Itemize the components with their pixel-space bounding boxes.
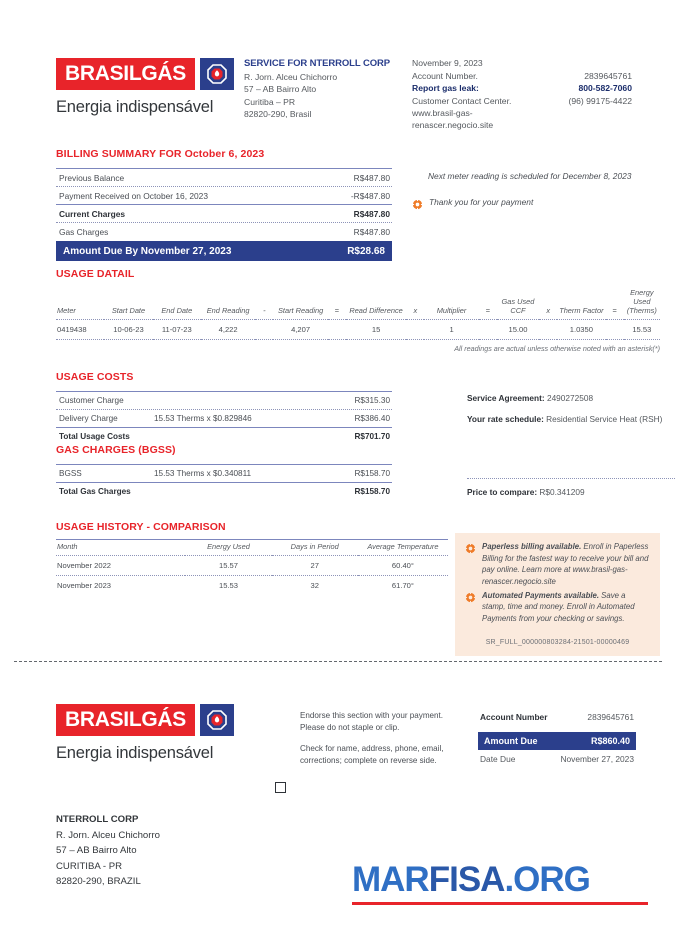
promo-automated-body: Save a stamp, time and money. Enroll in Automated Payments from your checking or savings. <box>482 590 635 624</box>
operator-minus: - <box>263 306 266 315</box>
billing-summary-title: BILLING SUMMARY FOR October 6, 2023 <box>56 148 265 160</box>
gas-leak-label: Report gas leak: <box>412 83 479 93</box>
service-title: SERVICE FOR NTERROLL CORP <box>244 58 390 69</box>
summary-row-label: Gas Charges <box>59 226 109 237</box>
marfisa-watermark <box>352 860 590 900</box>
promo-paperless-body: Enroll in Paperless Billing for the fastest way to receive your bill and pay online. Learn more at www.brasil-gas-renascer.negocio.site <box>482 542 649 587</box>
octagon-flame-icon <box>200 58 234 90</box>
price-to-compare-block <box>467 478 676 498</box>
usage-costs-title: USAGE COSTS <box>56 371 134 383</box>
usage-costs-total-amount: R$701.70 <box>354 432 390 441</box>
rate-schedule-row <box>467 413 676 425</box>
watermark-part1: MAR <box>352 860 429 899</box>
cell-spacer <box>255 320 273 340</box>
cell-therm-factor: 1.0350 <box>569 325 593 334</box>
stub-account-row <box>478 710 636 724</box>
gas-leak-row <box>412 83 632 93</box>
summary-row <box>56 186 392 204</box>
summary-row-label: Current Charges <box>59 208 126 219</box>
cost-row-label: Customer Charge <box>59 396 124 405</box>
bill-date-row <box>412 58 632 68</box>
cell-start-reading: 4,207 <box>291 325 311 334</box>
amount-due-value: R$28.68 <box>347 245 385 257</box>
gas-charges-total-label: Total Gas Charges <box>59 487 131 496</box>
operator-equals-3: = <box>612 306 617 315</box>
col-energy-used: Energy Used <box>207 542 250 551</box>
cell-energy-used: 15.53 <box>632 325 652 334</box>
col-days-in-period: Days in Period <box>290 542 339 551</box>
promo-automated-bold: Automated Payments available. <box>482 590 599 600</box>
watermark-part3: .ORG <box>504 860 590 899</box>
stub-account-label: Account Number <box>480 712 548 722</box>
stub-logo-wordmark <box>56 704 195 736</box>
cost-row <box>56 464 392 482</box>
summary-row-label: Previous Balance <box>59 172 125 183</box>
gear-icon <box>412 197 423 215</box>
logo-wordmark <box>56 58 195 90</box>
summary-row-amount: R$487.80 <box>353 208 390 219</box>
col-start-reading: Start Reading <box>277 306 324 315</box>
logo-name-part2: GÁS <box>141 62 186 85</box>
gas-leak-phone: 800-582-7060 <box>578 83 632 93</box>
cell-days: 27 <box>310 561 319 570</box>
account-number-label: Account Number. <box>412 70 478 81</box>
stub-date-due-value: November 27, 2023 <box>560 754 634 764</box>
stub-instructions <box>300 710 465 768</box>
service-agreement-value: 2490272508 <box>546 393 594 403</box>
usage-costs-total-row <box>56 427 392 445</box>
bill-date: November 9, 2023 <box>412 58 483 68</box>
gas-charges-title: GAS CHARGES (BGSS) <box>56 444 176 456</box>
contact-center-label: Customer Contact Center. <box>412 95 512 106</box>
col-energy-used: Energy Used (Therms) <box>626 288 657 315</box>
service-address-line: R. Jorn. Alceu Chichorro <box>244 71 338 82</box>
cell-end-reading: 4,222 <box>218 325 238 334</box>
cell-meter: 0419438 <box>57 325 87 334</box>
usage-history-table <box>56 539 448 595</box>
promo-automated-text <box>482 590 650 625</box>
cell-end-date: 11-07-23 <box>161 325 192 334</box>
cost-row-amount: R$315.30 <box>354 396 390 405</box>
stub-logo-name-part2: GÁS <box>141 708 186 731</box>
operator-equals-2: = <box>485 306 490 315</box>
thank-you-note: Thank you for your payment <box>429 197 534 208</box>
contact-center-row <box>412 96 632 106</box>
gas-charges-total-amount: R$158.70 <box>354 487 390 496</box>
stub-brand-logo <box>56 704 236 763</box>
usage-detail-footnote: All readings are actual unless otherwise noted with an asterisk(*) <box>454 344 660 353</box>
summary-row-amount: R$487.80 <box>353 226 390 237</box>
cell-energy-used: 15.53 <box>218 581 238 590</box>
price-to-compare-value: R$0.341209 <box>539 487 585 497</box>
cell-spacer <box>539 320 557 340</box>
service-address-line: 57 – AB Bairro Alto <box>244 84 317 94</box>
stub-instruction-1: Endorse this section with your payment. Please do not staple or clip. <box>300 711 444 733</box>
cell-spacer <box>328 320 346 340</box>
gas-charges-section <box>56 444 392 500</box>
rate-schedule-value: Residential Service Heat (RSH) <box>546 414 663 425</box>
summary-row-amount: -R$487.80 <box>350 190 390 201</box>
col-meter: Meter <box>57 306 76 315</box>
usage-detail-title: USAGE DATAIL <box>56 268 135 280</box>
operator-times-2: x <box>546 306 551 315</box>
customer-address-line: CURITIBA - PR <box>56 860 123 872</box>
thank-you-note-row <box>412 196 636 215</box>
gear-icon <box>465 590 476 608</box>
stub-instruction-2: Check for name, address, phone, email, corrections; complete on reverse side. <box>300 744 444 766</box>
stub-account-value: 2839645761 <box>587 712 634 722</box>
summary-row <box>56 168 392 186</box>
watermark-underline <box>352 902 648 905</box>
stub-account-block <box>478 710 636 768</box>
cell-gas-used-ccf: 15.00 <box>508 325 528 334</box>
customer-name: NTERROLL CORP <box>56 814 139 825</box>
brand-tagline: Energia indispensável <box>56 98 214 117</box>
col-end-reading: End Reading <box>206 306 250 315</box>
cell-month: November 2023 <box>57 581 112 590</box>
meter-reading-note: Next meter reading is scheduled for December 8, 2023 <box>428 171 632 181</box>
summary-row <box>56 222 392 240</box>
service-address-block <box>244 58 404 119</box>
gas-charges-total-row <box>56 482 392 500</box>
cost-row-detail: 15.53 Therms x $0.829846 <box>154 414 252 423</box>
promo-paperless-text <box>482 541 650 588</box>
usage-detail-table <box>56 286 660 340</box>
table-row <box>56 576 448 596</box>
account-number-value: 2839645761 <box>584 70 632 81</box>
cost-row-label: Delivery Charge <box>59 414 118 423</box>
col-therm-factor: Therm Factor <box>559 306 604 315</box>
cost-row-amount: R$158.70 <box>354 469 390 478</box>
col-end-date: End Date <box>161 306 193 315</box>
logo-row <box>56 58 236 90</box>
summary-row-amount: R$487.80 <box>353 172 390 183</box>
stub-date-due-label: Date Due <box>480 754 516 764</box>
usage-costs-total-label: Total Usage Costs <box>59 432 130 441</box>
stub-amount-due-banner <box>478 732 636 750</box>
promo-reference-code: SR_FULL_000000803284-21501-00000469 <box>485 638 630 646</box>
cell-read-difference: 15 <box>371 325 381 334</box>
col-month: Month <box>57 542 78 551</box>
cell-spacer <box>606 320 624 340</box>
gas-charges-rows <box>56 464 392 500</box>
usage-detail-section <box>56 268 660 353</box>
cell-energy-used: 15.57 <box>218 561 238 570</box>
watermark-part2: FISA <box>428 860 505 899</box>
promo-item-automated <box>465 590 650 625</box>
col-average-temperature: Average Temperature <box>367 542 439 551</box>
stub-logo-name-part1: BRASIL <box>65 708 142 731</box>
stub-amount-due-label: Amount Due <box>484 736 538 746</box>
service-agreement-label: Service Agreement: <box>467 393 545 403</box>
usage-detail-header-row <box>56 286 660 320</box>
cell-avg-temp: 61.70° <box>391 581 414 590</box>
customer-address-line: 82820-290, BRAZIL <box>56 876 141 888</box>
tear-off-divider <box>14 661 662 662</box>
operator-times: x <box>413 306 418 315</box>
billing-summary-section <box>56 148 392 261</box>
billing-summary-rows <box>56 168 392 261</box>
table-row <box>56 320 660 340</box>
stub-date-due-row <box>478 750 636 768</box>
paperless-promo-box <box>455 533 660 656</box>
cell-spacer <box>479 320 497 340</box>
customer-address-line: 57 – AB Bairro Alto <box>56 845 137 857</box>
cost-row-detail: 15.53 Therms x $0.340811 <box>154 469 252 478</box>
account-header-block <box>412 58 632 131</box>
col-gas-used-ccf: Gas Used CCF <box>501 297 535 315</box>
col-start-date: Start Date <box>111 306 146 315</box>
cost-row-label: BGSS <box>59 469 82 478</box>
table-row <box>56 556 448 576</box>
summary-row-label: Payment Received on October 16, 2023 <box>59 190 208 201</box>
price-to-compare-label: Price to compare: <box>467 487 538 497</box>
cell-days: 32 <box>310 581 319 590</box>
summary-row <box>56 204 392 222</box>
cost-row <box>56 391 392 409</box>
promo-paperless-bold: Paperless billing available. <box>482 542 582 551</box>
usage-costs-rows <box>56 391 392 445</box>
customer-address-line: R. Jorn. Alceu Chichorro <box>56 829 160 841</box>
cell-start-date: 10-06-23 <box>113 325 144 334</box>
cell-avg-temp: 60.40° <box>391 561 414 570</box>
account-number-row <box>412 71 632 81</box>
company-website[interactable]: www.brasil-gas-renascer.negocio.site <box>412 108 494 130</box>
promo-item-paperless <box>465 541 650 588</box>
usage-history-title: USAGE HISTORY - COMPARISON <box>56 521 226 533</box>
service-agreement-row <box>467 392 676 404</box>
stub-brand-tagline: Energia indispensável <box>56 744 214 763</box>
usage-history-section <box>56 521 448 595</box>
amount-due-label: Amount Due By November 27, 2023 <box>63 245 232 257</box>
cell-multiplier: 1 <box>449 325 454 334</box>
service-address-line: Curitiba – PR <box>244 96 296 107</box>
stub-address-change-checkbox[interactable] <box>275 782 286 793</box>
operator-equals: = <box>334 306 339 315</box>
cell-spacer <box>406 320 424 340</box>
octagon-flame-icon <box>200 704 234 736</box>
contact-center-phone: (96) 99175-4422 <box>568 95 632 106</box>
col-read-difference: Read Difference <box>349 306 403 315</box>
usage-costs-section <box>56 371 392 445</box>
stub-logo-row <box>56 704 236 736</box>
gear-icon <box>465 541 476 559</box>
cost-row-amount: R$386.40 <box>354 414 390 423</box>
logo-name-part1: BRASIL <box>65 62 142 85</box>
col-multiplier: Multiplier <box>436 306 467 315</box>
service-address-line: 82820-290, Brasil <box>244 109 312 119</box>
usage-history-header-row <box>56 540 448 556</box>
amount-due-banner <box>56 241 392 261</box>
customer-mailing-address <box>56 812 160 890</box>
notes-block <box>412 170 636 215</box>
stub-amount-due-value: R$860.40 <box>590 736 630 746</box>
rate-schedule-label: Your rate schedule: <box>467 414 544 425</box>
brand-logo <box>56 58 236 117</box>
cell-month: November 2022 <box>57 561 112 570</box>
cost-row <box>56 409 392 427</box>
service-agreement-block <box>467 392 676 426</box>
